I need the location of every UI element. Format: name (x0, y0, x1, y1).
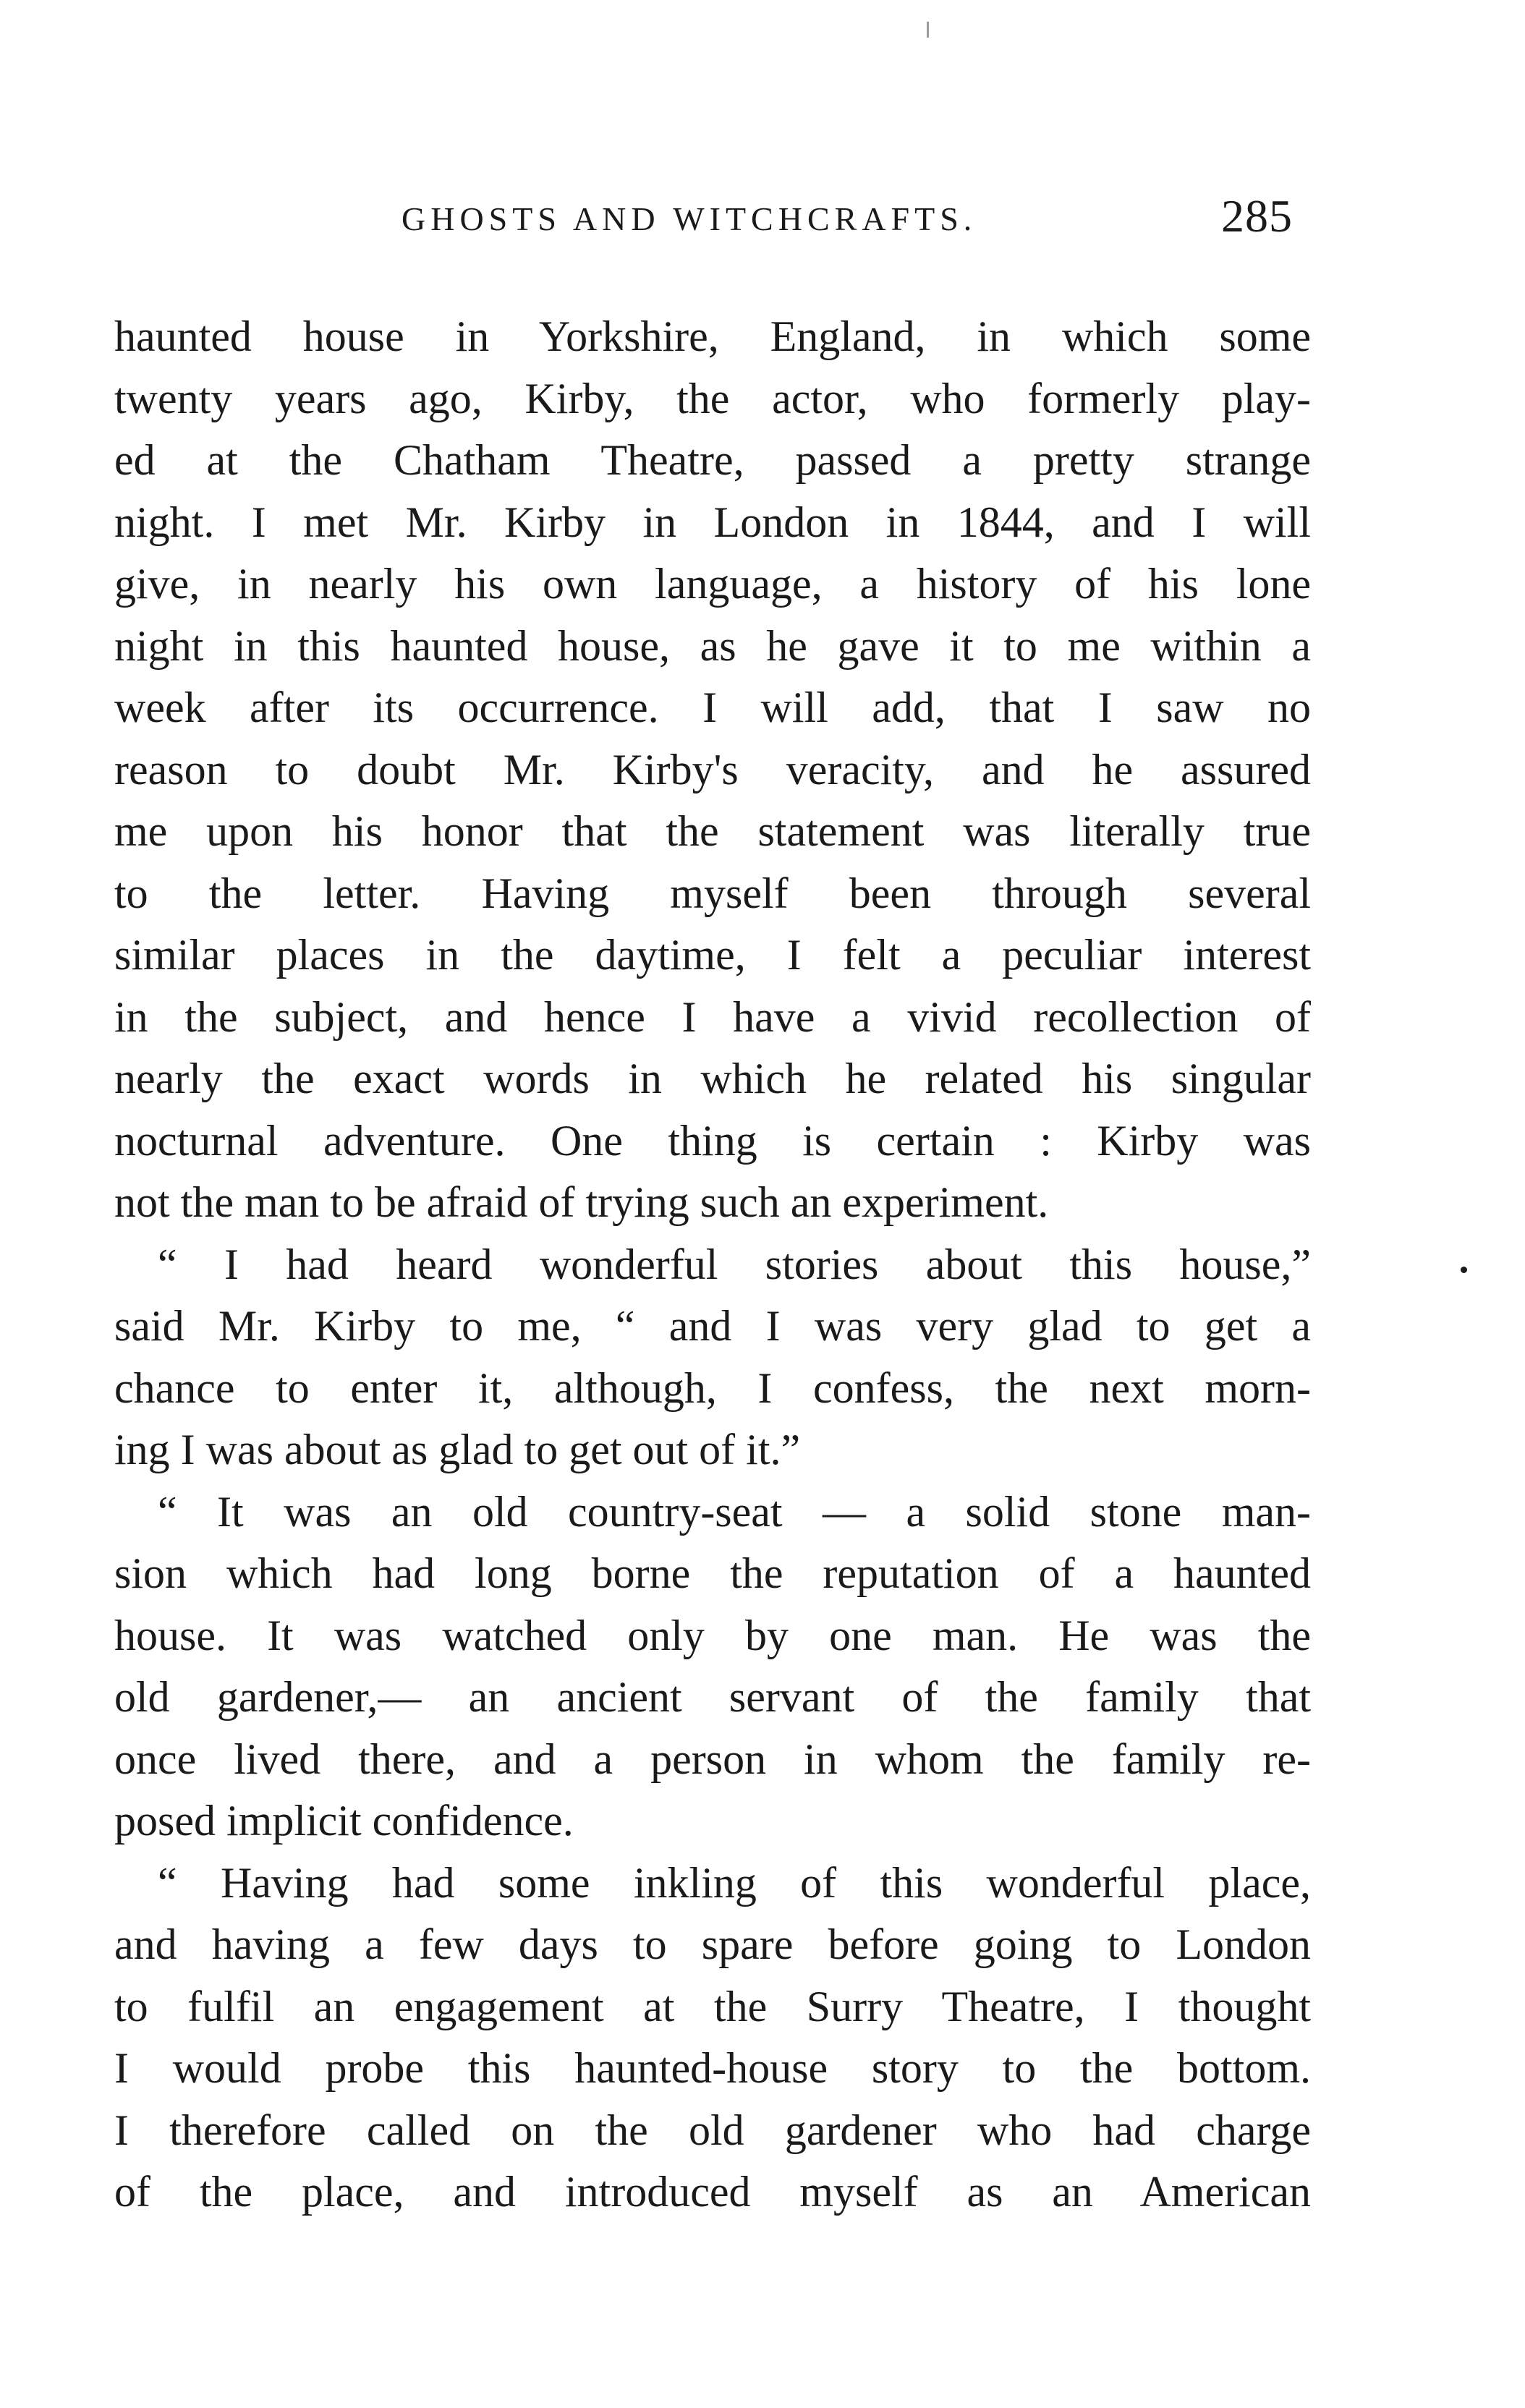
body-text (114, 306, 1311, 2224)
ink-speck (1461, 1267, 1467, 1273)
text-line: ing I was about as glad to get out of it.” (114, 1426, 801, 1473)
text-line: sion which had long borne the reputation of a haunted (114, 1549, 1311, 1597)
text-line: similar places in the daytime, I felt a peculiar interest (114, 931, 1311, 979)
text-line: twenty years ago, Kirby, the actor, who formerly play- (114, 374, 1311, 422)
text-line: night in this haunted house, as he gave it to me within a (114, 621, 1311, 670)
text-line: ed at the Chatham Theatre, passed a pretty strange (114, 436, 1311, 484)
text-line: once lived there, and a person in whom the family re- (114, 1735, 1311, 1783)
text-line: and having a few days to spare before going to London (114, 1920, 1311, 1968)
scan-mark (927, 22, 929, 38)
running-title: GHOSTS AND WITCHCRAFTS. (402, 200, 977, 237)
text-line: reason to doubt Mr. Kirby's veracity, and he assured (114, 745, 1311, 794)
text-line: of the place, and introduced myself as an American (114, 2168, 1311, 2216)
text-line: week after its occurrence. I will add, that I saw no (114, 684, 1311, 731)
text-line: old gardener,— an ancient servant of the family that (114, 1673, 1311, 1721)
text-line: I would probe this haunted-house story to the bottom. (114, 2044, 1311, 2092)
page-number: 285 (1221, 190, 1293, 242)
text-line: “ It was an old country-seat — a solid stone man- (158, 1487, 1311, 1536)
text-line: to the letter. Having myself been through several (114, 869, 1311, 917)
text-line: house. It was watched only by one man. He was the (114, 1611, 1311, 1659)
text-line: said Mr. Kirby to me, “ and I was very glad to get a (114, 1302, 1311, 1350)
text-line: chance to enter it, although, I confess, the next morn- (114, 1363, 1311, 1412)
text-line: nocturnal adventure. One thing is certain : Kirby was (114, 1116, 1311, 1165)
text-line: I therefore called on the old gardener who had charge (114, 2106, 1311, 2154)
text-line: posed implicit confidence. (114, 1797, 574, 1845)
text-line: to fulfil an engagement at the Surry Theatre, I thought (114, 1982, 1311, 2030)
text-line: “ I had heard wonderful stories about this house,” (158, 1240, 1311, 1288)
text-line: not the man to be afraid of trying such an experiment. (114, 1178, 1049, 1226)
text-line: in the subject, and hence I have a vivid recollection of (114, 992, 1311, 1041)
text-line: “ Having had some inkling of this wonderful place, (158, 1858, 1311, 1907)
text-line: me upon his honor that the statement was literally true (114, 807, 1311, 855)
text-line: nearly the exact words in which he related his singular (114, 1055, 1311, 1102)
text-line: give, in nearly his own language, a history of his lone (114, 560, 1311, 608)
text-line: haunted house in Yorkshire, England, in which some (114, 312, 1311, 360)
text-line: night. I met Mr. Kirby in London in 1844, and I will (114, 498, 1311, 546)
